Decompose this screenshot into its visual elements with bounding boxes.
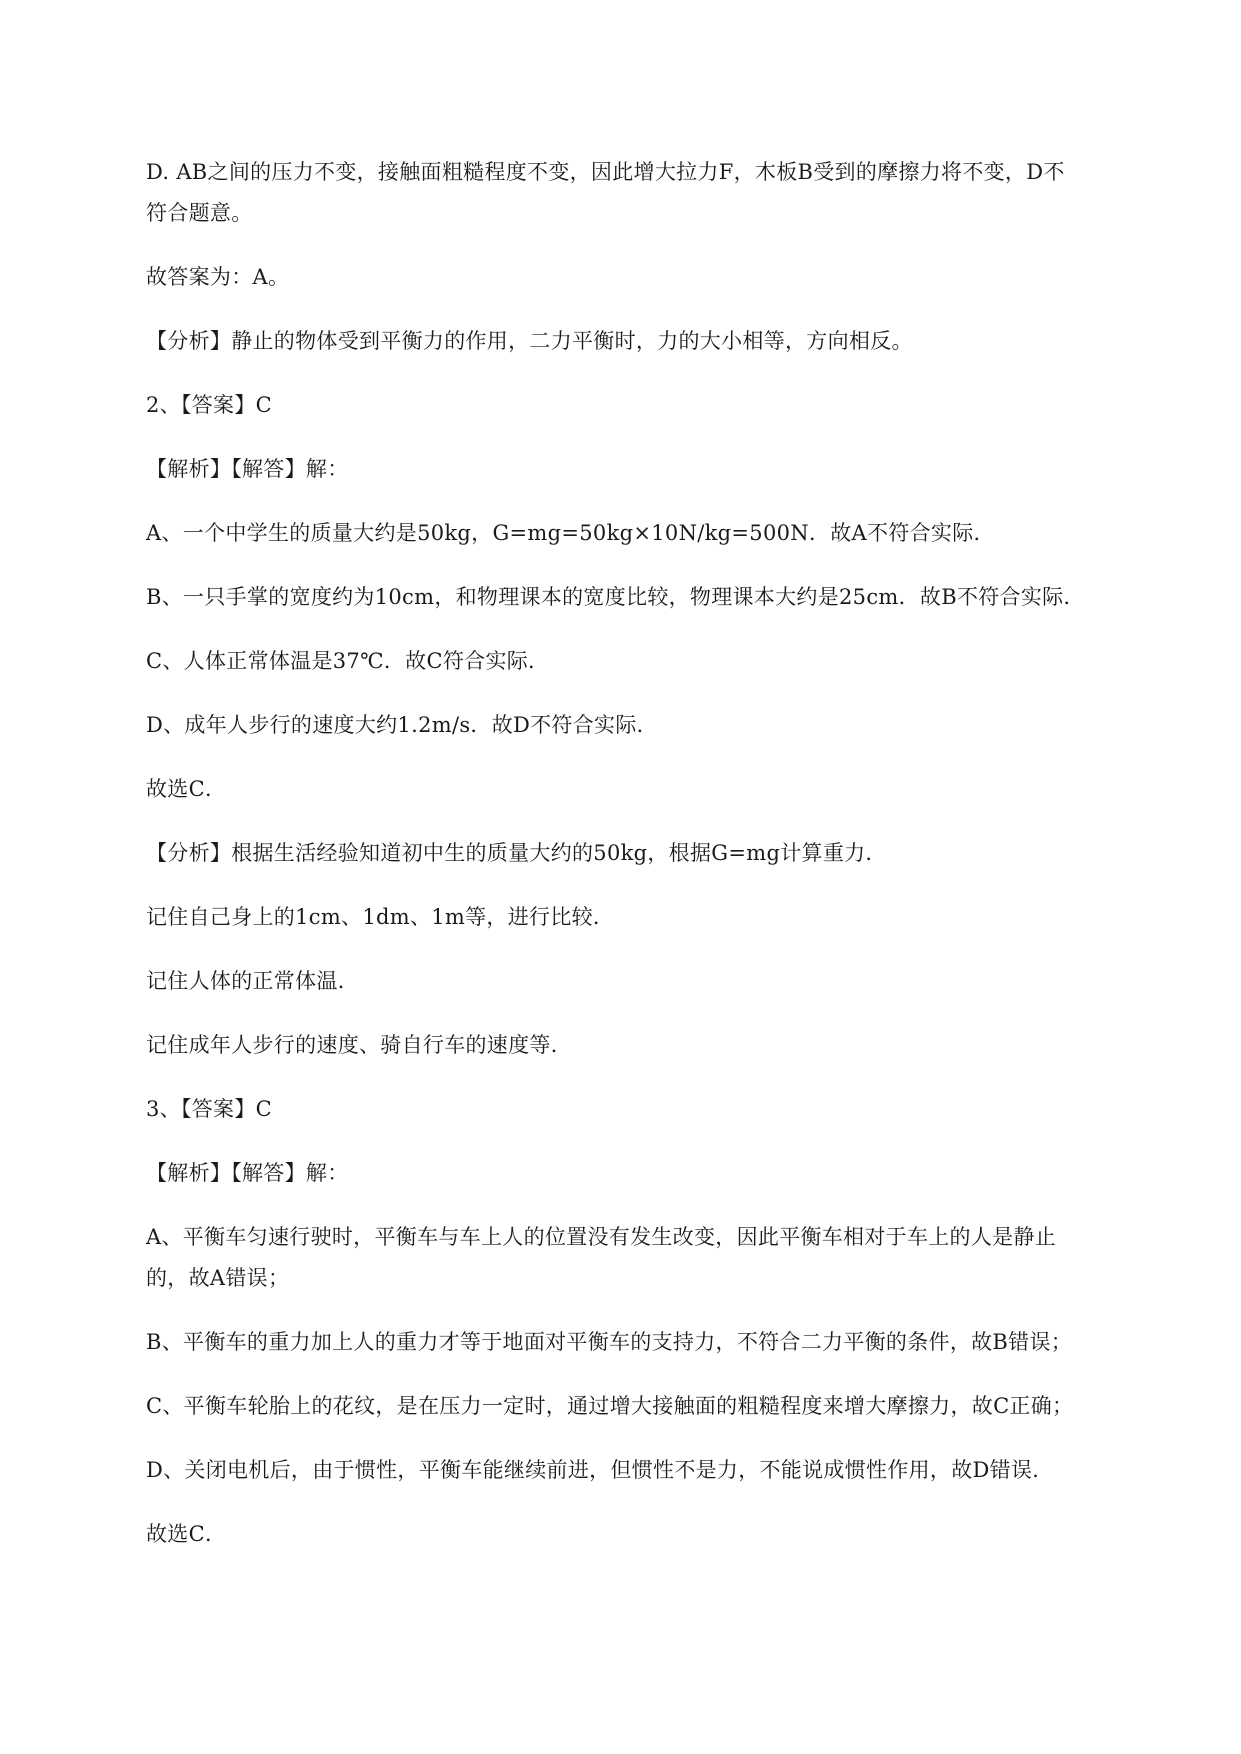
text-line: 的，故A错误； (146, 1266, 290, 1290)
text-line: 【解析】【解答】解： (146, 1161, 349, 1185)
answer-heading: 3、【答案】C (146, 1097, 273, 1121)
text-line: 记住人体的正常体温． (146, 969, 359, 993)
text-line: C、平衡车轮胎上的花纹，是在压力一定时，通过增大接触面的粗糙程度来增大摩擦力，故C正确； (146, 1394, 1074, 1418)
text-line: 记住自己身上的1cm、1dm、1m等，进行比较． (146, 905, 615, 929)
text-line: C、人体正常体温是37℃．故C符合实际． (146, 649, 550, 673)
text-line: D. AB之间的压力不变，接触面粗糙程度不变，因此增大拉力F，木板B受到的摩擦力将不变，D不 (146, 160, 1065, 184)
text-line: D、成年人步行的速度大约1.2m/s．故D不符合实际． (146, 713, 658, 737)
text-line: 【分析】静止的物体受到平衡力的作用，二力平衡时，力的大小相等，方向相反。 (146, 329, 913, 353)
text-line: D、关闭电机后，由于惯性，平衡车能继续前进，但惯性不是力，不能说成惯性作用，故D错误． (146, 1458, 1054, 1482)
text-line: 故答案为：A。 (146, 265, 290, 289)
text-line: 故选C． (146, 1522, 227, 1546)
text-line: A、平衡车匀速行驶时，平衡车与车上人的位置没有发生改变，因此平衡车相对于车上的人是静止 (146, 1225, 1057, 1249)
text-line: 故选C． (146, 777, 227, 801)
text-line: B、一只手掌的宽度约为10cm，和物理课本的宽度比较，物理课本大约是25cm．故B不符合实际． (146, 585, 1085, 609)
text-line: 符合题意。 (146, 201, 253, 225)
text-line: B、平衡车的重力加上人的重力才等于地面对平衡车的支持力，不符合二力平衡的条件，故B错误； (146, 1330, 1073, 1354)
text-line: 记住成年人步行的速度、骑自行车的速度等． (146, 1033, 572, 1057)
text-line: 【分析】根据生活经验知道初中生的质量大约的50kg，根据G=mg计算重力． (146, 841, 887, 865)
text-line: 【解析】【解答】解： (146, 457, 349, 481)
text-line: A、一个中学生的质量大约是50kg，G=mg=50kg×10N/kg=500N．故A不符合实际． (146, 521, 995, 545)
answer-heading: 2、【答案】C (146, 393, 273, 417)
